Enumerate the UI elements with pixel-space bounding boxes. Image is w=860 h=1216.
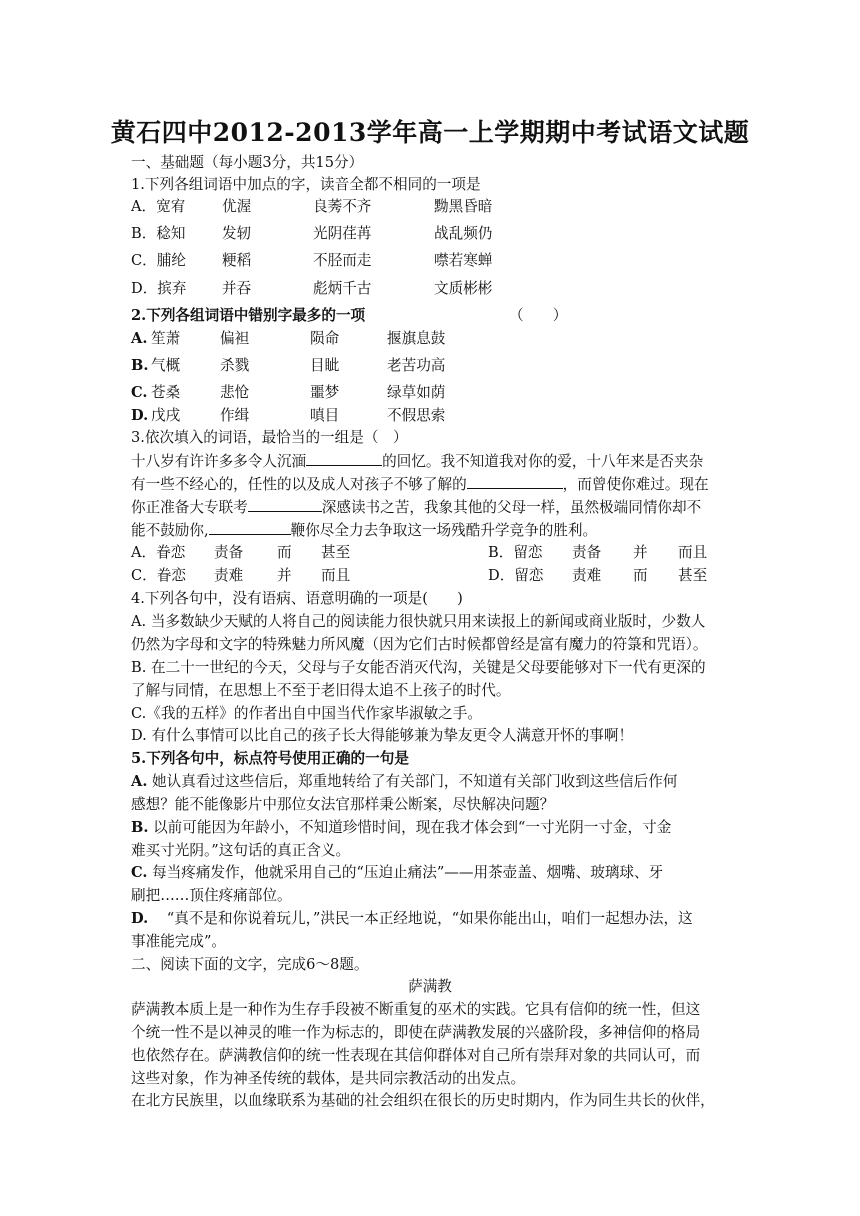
section-1-heading: 一、基础题（每小题3分，共15分） [131,154,364,171]
article-paragraph-2-line-1: 在北方民族里，以血缘联系为基础的社会组织在很长的历史时期内，作为同生共长的伙伴， [131,1092,715,1109]
article-paragraph-1-line-3: 也依然存在。萨满教信仰的统一性表现在其信仰群体对自己所有崇拜对象的共同认可，而 [131,1047,701,1064]
q3-passage-line-1: 十八岁有许许多多令人沉湎 的回忆。我不知道我对你的爱，十八年来是否夹杂 [131,453,704,470]
q2-stem: 2.下列各组词语中错别字最多的一项 [131,307,366,324]
exam-page: 黄石四中2012-2013学年高一上学期期中考试语文试题 一、基础题（每小题3分，共15分） 1.下列各组词语中加点的字，读音全都不相同的一项是 A．宽宥 优渥 良莠不齐 黝黑昏暗 B．稔知 发轫 光阴荏苒 战乱频仍 C．脯纶 粳稻 不胫而走 噤若寒蝉 D．摈弃 并吞 彪炳千古 文质彬彬 2.下列各组词语中错别字最多的一项 （ ） A. 笙萧 偏袒 陨命 揠旗息鼓 B. 气概 杀戮 目眦 老苦功高 C. 苍桑 悲怆 噩梦 绿草如荫 D. 戊戌 作缉 嗔目 不假思索 3.依次填入的词语，最恰当的一组是（ ） 十八岁有许许多多令人沉湎 的回忆。我不知道我对你的爱，十八年来是否夹杂 有一些不经心的，任性的以及成人对孩子不够了解的 ，而曾使你难过。现在 你正准备大专联考 深感读书之苦，我象其他的父母一样，虽然极端同情你却不 能不鼓励你, 鞭你尽全力去争取这一场残酷升学竞争的胜利。 A．眷恋 责备 而 甚至 B．留恋 责备 并 而且 C．眷恋 责难 并 而且 D．留恋 责难 而 甚至 4.下列各句中，没有语病、语意明确的一项是( ) A. 当多数缺少天赋的人将自己的阅读能力很快就只用来读报上的新闻或商业版时，少数人 仍然为字母和文字的特殊魅力所风魔（因为它们古时候都曾经是富有魔力的符箓和咒语）。 B. 在二十一世纪的今天，父母与子女能否消灭代沟，关键是父母要能够对下一代有更深的 了解与同情，在思想上不至于老旧得太追不上孩子的时代。 C.《我的五样》的作者出自中国当代作家毕淑敏之手。 D. 有什么事情可以比自己的孩子长大得能够兼为挚友更令人满意开怀的事啊！ 5.下列各句中，标点符号使用正确的一句是 A. 她认真看过这些信后，郑重地转给了有关部门，不知道有关部门收到这些信后作何 感想？能不能像影片中那位女法官那样秉公断案，尽快解决问题？ B. 以前可能因为年龄小，不知道珍惜时间，现在我才体会到“一寸光阴一寸金，寸金 难买寸光阴。”这句话的真正含义。 C. 每当疼痛发作，他就采用自己的“压迫止痛法”——用茶壶盖、烟嘴、玻璃球、牙 刷把……顶住疼痛部位。 D. “真不是和你说着玩儿，”洪民一本正经地说，“如果你能出山，咱们一起想办法，这 事准能完成”。 二、阅读下面的文字，完成6～8题。 萨满教 萨满教本质上是一种作为生存手段被不断重复的巫术的实践。它具有信仰的统一性，但这 个统一性不是以神灵的唯一作为标志的，即使在萨满教发展的兴盛阶段，多神信仰的格局 也依然存在。萨满教信仰的统一性表现在其信仰群体对自己所有崇拜对象的共同认可，而 这些对象，作为神圣传统的载体，是共同宗教活动的出发点。 在北方民族里，以血缘联系为基础的社会组织在很长的历史时期内，作为同生共长的伙伴， [0,0,860,1216]
q5-stem: 5.下列各句中，标点符号使用正确的一句是 [131,750,409,767]
article-paragraph-1-line-2: 个统一性不是以神灵的唯一作为标志的，即使在萨满教发展的兴盛阶段，多神信仰的格局 [131,1024,701,1041]
q5-option-d-line-1: D. “真不是和你说着玩儿，”洪民一本正经地说，“如果你能出山，咱们一起想办法，这 [131,910,693,927]
fill-blank-1[interactable] [306,451,382,466]
article-title: 萨满教 [408,978,452,995]
article-paragraph-1-line-1: 萨满教本质上是一种作为生存手段被不断重复的巫术的实践。它具有信仰的统一性，但这 [131,1001,701,1018]
q4-option-b-line-1: B. 在二十一世纪的今天，父母与子女能否消灭代沟，关键是父母要能够对下一代有更深的 [131,659,706,676]
section-2-heading: 二、阅读下面的文字，完成6～8题。 [131,956,369,973]
q1-stem: 1.下列各组词语中加点的字，读音全都不相同的一项是 [131,176,481,193]
page-title: 黄石四中2012-2013学年高一上学期期中考试语文试题 [110,118,750,147]
q4-option-a-line-2: 仍然为字母和文字的特殊魅力所风魔（因为它们古时候都曾经是富有魔力的符箓和咒语）。 [131,636,708,653]
q5-option-c-line-2: 刷把……顶住疼痛部位。 [131,887,292,904]
q3-passage-line-4: 能不鼓励你, 鞭你尽全力去争取这一场残酷升学竞争的胜利。 [131,522,598,539]
q4-option-a-line-1: A. 当多数缺少天赋的人将自己的阅读能力很快就只用来读报上的新闻或商业版时，少数人 [131,613,706,630]
fill-blank-3[interactable] [248,497,322,512]
article-paragraph-1-line-4: 这些对象，作为神圣传统的载体，是共同宗教活动的出发点。 [131,1070,526,1087]
q3-stem: 3.依次填入的词语，最恰当的一组是（ ） [131,429,408,446]
q5-option-c-line-1: C. 每当疼痛发作，他就采用自己的“压迫止痛法”——用茶壶盖、烟嘴、玻璃球、牙 [131,864,664,881]
q2-answer-paren: （ ） [509,307,568,324]
q4-option-d: D. 有什么事情可以比自己的孩子长大得能够兼为挚友更令人满意开怀的事啊！ [131,727,634,744]
fill-blank-2[interactable] [467,474,563,489]
q3-passage-line-3: 你正准备大专联考 深感读书之苦，我象其他的父母一样，虽然极端同情你却不 [131,499,702,516]
q5-option-d-line-2: 事准能完成”。 [131,933,227,950]
q5-option-a-line-1: A. 她认真看过这些信后，郑重地转给了有关部门，不知道有关部门收到这些信后作何 [131,773,678,790]
q4-option-b-line-2: 了解与同情，在思想上不至于老旧得太追不上孩子的时代。 [131,682,511,699]
q5-option-a-line-2: 感想？能不能像影片中那位女法官那样秉公断案，尽快解决问题？ [131,796,555,813]
fill-blank-4[interactable] [209,520,291,535]
q4-option-c: C.《我的五样》的作者出自中国当代作家毕淑敏之手。 [131,705,482,722]
q3-passage-line-2: 有一些不经心的，任性的以及成人对孩子不够了解的 ，而曾使你难过。现在 [131,476,709,493]
q4-stem: 4.下列各句中，没有语病、语意明确的一项是( ) [131,590,463,607]
q5-option-b-line-2: 难买寸光阴。”这句话的真正含义。 [131,842,351,859]
q5-option-b-line-1: B. 以前可能因为年龄小，不知道珍惜时间，现在我才体会到“一寸光阴一寸金，寸金 [131,819,672,836]
